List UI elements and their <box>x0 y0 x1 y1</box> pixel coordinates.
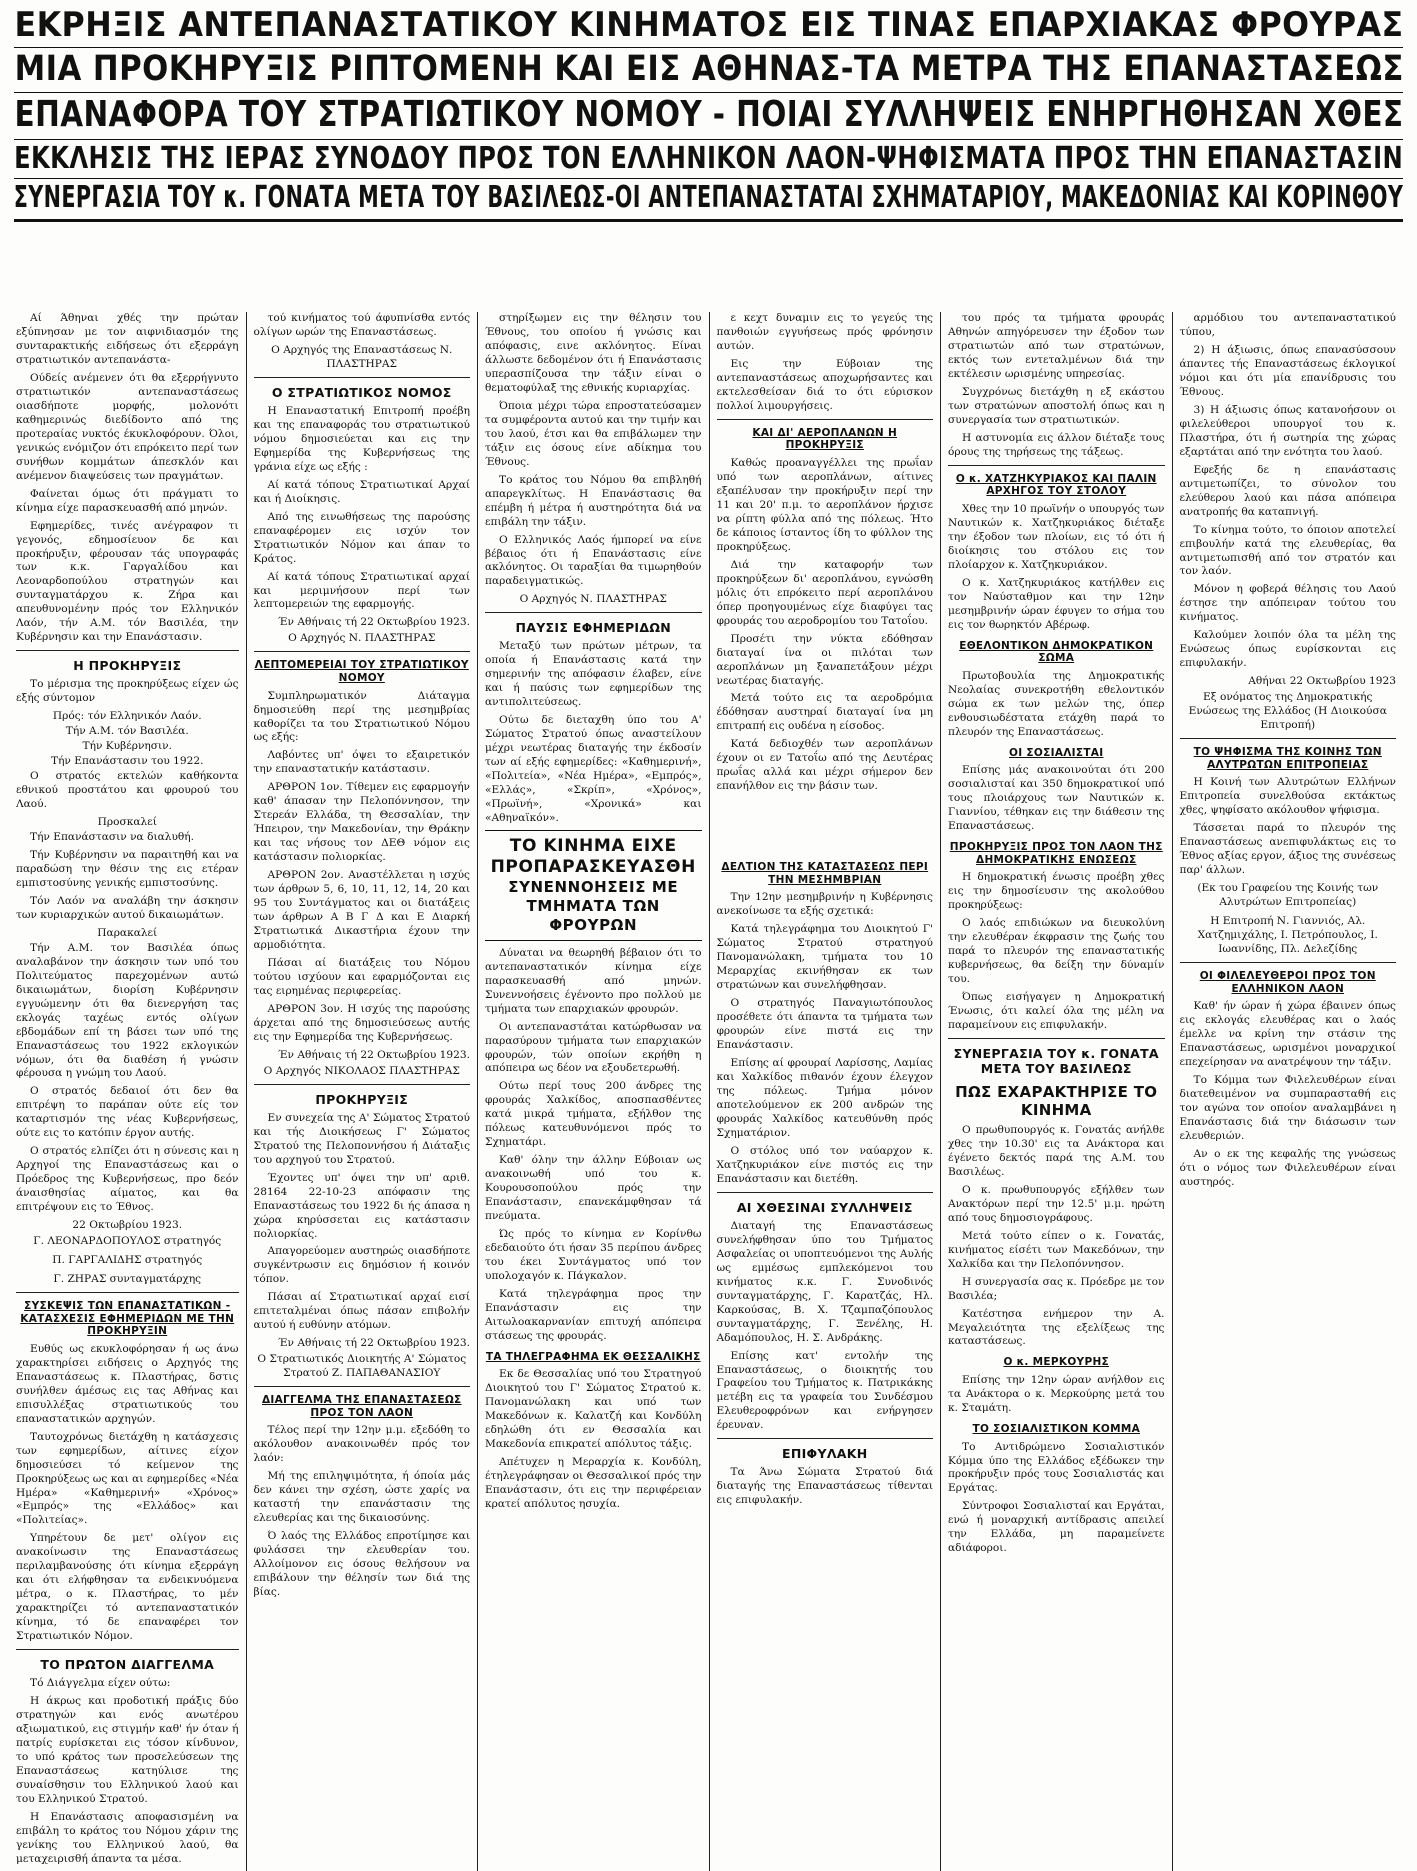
paragraph: Παρακαλεί <box>97 926 158 939</box>
paragraph: Διά την καταφορήν των προκηρύξεων δι' αεροπλάνου, εγνώσθη μόλις ότι επρόκειτο περί αεροπλάνου όπερ προηγουμένως είχε διαφύγει τας φρουράς του αεροδρομίου του Τατοΐου. <box>716 558 933 627</box>
section-heading: ΠΡΟΚΗΡΥΞΙΣ ΠΡΟΣ ΤΟΝ ΛΑΟΝ ΤΗΣ ΔΗΜΟΚΡΑΤΙΚΗΣ ΕΝΩΣΕΩΣ <box>949 841 1163 866</box>
paragraph: Ο κ. Χατζηκυριάκος κατήλθεν εις τον Ναύσταθμον και την 12ην μεσημβρινήν ώραν έφυγεν το σήμα του εις τον θωρηκτόν Αβέρωφ. <box>948 576 1165 631</box>
headline-3: ΕΠΑΝΑΦΟΡΑ ΤΟΥ ΣΤΡΑΤΙΩΤΙΚΟΥ ΝΟΜΟΥ - ΠΟΙΑΙ ΣΥΛΛΗΨΕΙΣ ΕΝΗΡΓΗΘΗΣΑΝ ΧΘΕΣ <box>13 94 1403 136</box>
column-5 <box>940 312 1172 1871</box>
section-heading: Ο κ. ΜΕΡΚΟΥΡΗΣ <box>1003 1356 1110 1369</box>
paragraph: Τα Άνω Σώματα Στρατού διά διαταγής της Επαναστάσεως τίθενται εις επιφυλακήν. <box>716 1466 933 1507</box>
paragraph: Τέλος περί την 12ην μ.μ. εξεδόθη το ακόλουθον ανακοινωθέν πρός τον λαόν: <box>253 1424 470 1465</box>
paragraph: Καθ' όλην την άλλην Εύβοιαν ως ανακοινωθή υπό του κ. Κουρουσοπούλου πρός την Επανάστασιν, επανεκάμφθησαν τά πνεύματα. <box>485 1154 702 1223</box>
paragraph: Δύναται να θεωρηθή βέβαιον ότι το αντεπαναστατικόν κίνημα είχε παρασκευασθή από μηνών. Συνεννοήσεις έγένοντο προ πολλού με τμήματα των επαρχιακών φρουρών. <box>485 946 702 1015</box>
column-3 <box>477 312 709 1871</box>
section-heading: ΛΕΠΤΟΜΕΡΕΙΑΙ ΤΟΥ ΣΤΡΑΤΙΩΤΙΚΟΥ ΝΟΜΟΥ <box>254 659 469 684</box>
paragraph: Καλούμεν λοιπόν όλα τα μέλη της Ενώσεως όπως ευρίσκονται εις επιφυλακήν. <box>1179 629 1396 670</box>
section-heading: ΔΙΑΓΓΕΛΜΑ ΤΗΣ ΕΠΑΝΑΣΤΑΣΕΩΣ ΠΡΟΣ ΤΟΝ ΛΑΟΝ <box>261 1394 462 1419</box>
paragraph: Εφημερίδες, τινές ανέγραφον τι γεγονός, εδημοσίευον δε και προκήρυξιν, φέρουσαν τάς υπογραφάς των κ.κ. Γαργαλίδου και Λεοναρδοπούλου στρατηγών και συνταγματάρχου κ. Ζήρα και απευθυνομένην πρός τον Ελληνικόν Λαόν, τήν Α.Μ. τόν Βασιλέα, την Κυβέρνησιν και την Επανάστασιν. <box>16 519 239 644</box>
paragraph: Κατά τηλεγράφημα του Διοικητού Γ' Σώματος Στρατού στρατηγού Πανομανώλακη, τμήματα του 10 Μεραρχίας εκινήθησαν εκ των στρατώνων και συνελήφθησαν. <box>716 923 933 992</box>
signature: Γ. ΛΕΟΝΑΡΔΟΠΟΥΛΟΣ στρατηγός <box>33 1235 222 1248</box>
paragraph: Η Επανάστασις αποφασισμένη να επιβάλη το κράτος του Νόμου χάριν της γενίκης του Ελληνικού λαού, θα μεταχειρισθή άπαντα τα μέσα. <box>16 1810 239 1865</box>
section-heading: ΣΥΝΕΡΓΑΣΙΑ ΤΟΥ κ. ΓΟΝΑΤΑ ΜΕΤΑ ΤΟΥ ΒΑΣΙΛΕΩΣ <box>953 1045 1159 1076</box>
feature-heading <box>485 830 702 941</box>
column-rule <box>254 1084 471 1085</box>
paragraph: Κατά δεδιοχθέν των αεροπλάνων έχουν οι εν Τατοΐω από της Δευτέρας πρωΐας αλλά και μέχρι σήμερον δεν επανήλθον εις την βάσιν των. <box>716 738 933 793</box>
paragraph: Πρός: τόν Ελληνικόν Λαόν. <box>52 710 202 723</box>
paragraph: τού κινήματος τού άφυπνίσθα εντός ολίγων ωρών της Επαναστάσεως. <box>253 312 470 338</box>
paragraph: Καθώς προαναγγέλλει της πρωΐαν υπό των αεροπλάνων, αίτινες εξαπέλυσαν την προκήρυξιν περί την 11 και 20' π.μ. το αεροπλάνον ήρχισε να ρίπτη φύλλα από της πόλεως. Ήτο δε κάποιος ίσταντος ίδη το φύλλον της προκηρύξεως. <box>716 456 933 553</box>
date-line: Αθήναι 22 Οκτωβρίου 1923 <box>1248 675 1396 688</box>
section-heading: Ο ΣΤΡΑΤΙΩΤΙΚΟΣ ΝΟΜΟΣ <box>271 384 452 400</box>
paragraph: Μετά τούτο είπεν ο κ. Γονατάς, κινήματος είσέτι των Μακεδόνων, την Χαλκίδα και την Πελοπόννησον. <box>948 1229 1165 1270</box>
paragraph: Ο στόλος υπό τον ναύαρχον κ. Χατζηκυριάκον είνε πιστός εις την Επανάστασιν και διετέθη. <box>716 1144 933 1185</box>
paragraph: Ο στρατός εκτελών καθήκοντα εθνικού προστάτου και φρουρού του Λαού. <box>16 770 239 811</box>
column-rule <box>717 419 934 420</box>
paragraph: Εκ δε Θεσσαλίας υπό του Στρατηγού Διοικητού του Γ' Σώματος Στρατού κ. Πανομανώλακη και υπό των Μακεδόνων κ. Καλατζή και Κονδύλη εδηλώθη ότι εν Θεσσαλία και Μακεδονία επικρατεί απόλυτος τάξις. <box>485 1368 702 1451</box>
paragraph: Πάσαι αί διατάξεις του Νόμου τούτου ισχύουν και εφαρμόζονται εις τας ειρημένας περιφερείας. <box>253 957 470 997</box>
paragraph: Τήν Α.Μ. τόν Βασιλέα. <box>65 725 189 738</box>
section-heading: ΟΙ ΣΟΣΙΑΛΙΣΤΑΙ <box>1009 746 1104 759</box>
paragraph: Η άκρως και προδοτική πράξις δύο στρατηγών και ενός ανωτέρου αξιωματικού, εις στιγμήν καθ' ήν όταν ή πατρίς ευρίσκεται εις τόσον κίνδυνον, το υπό κράτος των προσελεύσεων της Επαναστάσεως κατηύλισε της συναίσθησιν του Ελληνικού λαού και του Ελληνικού Στρατού. <box>16 1695 239 1805</box>
column-2 <box>246 312 478 1871</box>
paragraph: Μετά τούτο εις τα αεροδρόμια έδόθησαν αυστηραί διαταγαί ίνα μη επιτραπή εις ουδένα η είσοδος. <box>716 692 933 733</box>
paragraph: Ο πρωθυπουργός κ. Γονατάς ανήλθε χθες την 10.30' εις τα Ανάκτορα και έγένετο δεκτός παρά της Α.Μ. του Βασιλέως. <box>948 1123 1165 1178</box>
column-4 <box>709 312 941 1871</box>
paragraph: Ούτω περί τους 200 άνδρες της φρουράς Χαλκίδος, αποσπασθέντες κατά μικρά τμήματα, εξήλθον της πόλεως κατευθυνόμενοι πρός το Σχηματάρι. <box>485 1080 702 1149</box>
paragraph: Ο κ. πρωθυπουργός εξήλθεν των Ανακτόρων περί την 12.5' μ.μ. ηρώτη από τους δημοσιογράφους. <box>948 1183 1165 1224</box>
paragraph: Εφεξής δε η επανάστασις αντιμετωπίζει, το σύνολον του ελεύθερου λαού και πάσα απόπειρα ανατροπής θα καταπνιγή. <box>1179 463 1396 518</box>
paragraph: Έχοντες υπ' όψει την υπ' αριθ. 28164 22-10-23 απόφασιν της Επαναστάσεως του 1922 δι ής άπασα η χώρα κηρύσσεται εις κατάστασιν πολιορκίας. <box>253 1171 470 1240</box>
paragraph: Απαγορεύομεν αυστηρώς οιασδήποτε συγκέντρωσιν εις δημόσιον ή κοινόν τόπον. <box>253 1245 470 1286</box>
column-6 <box>1172 312 1404 1871</box>
column-rule <box>1180 738 1397 739</box>
signature: (Εκ του Γραφείου της Κοινής των Αλυτρώτων Επιτροπείας) <box>1197 882 1379 909</box>
column-rule <box>948 1038 1165 1039</box>
paragraph: Η δημοκρατική ένωσις προέβη χθες εις την δημοσίευσιν της ακολούθου προκηρύξεως: <box>948 871 1165 912</box>
paragraph: Όποια μέχρι τώρα επροστατεύσαμεν τα συμφέροντα αυτού και την τιμήν και του λαού, έτσι και θα επιβάλωμεν την τάξιν εις όσους είνε αδίκημα του Έθνους. <box>485 399 702 468</box>
paragraph: Εις την Εύβοιαν της αντεπαναστάσεως αποχωρήσαντες και εκτελεσθείσαν διά το ότι εύρισκον πολλοί λιμουργήσεις. <box>716 357 933 412</box>
paragraph: Το Αντιδρώμενο Σοσιαλιστικόν Κόμμα ύπο της Ελλάδος εξέδωκεν την προκήρυξιν πρός τους Σοσιαλιστάς και Εργάτας. <box>948 1440 1165 1495</box>
paragraph: Προσέτι την νύκτα εδόθησαν διαταγαί ίνα οι πιλόται των αεροπλάνων μη ξαναπετάξουν μέχρι νεωτέρας διαταγής. <box>716 632 933 687</box>
section-heading: ΠΡΟΚΗΡΥΞΙΣ <box>315 1091 409 1107</box>
paragraph: Ό λαός της Ελλάδος επροτίμησε και φυλάσσει την ελευθερίαν του. Αλλοίμονον εις όσους θελήσουν να επιβάλουν την θέλησίν των διά της βίας. <box>253 1530 470 1599</box>
column-rule <box>948 465 1165 466</box>
article-columns <box>14 312 1403 1865</box>
section-heading: ΠΑΥΣΙΣ ΕΦΗΜΕΡΙΔΩΝ <box>515 620 672 636</box>
paragraph: Τήν Επανάστασιν να διαλυθή. <box>30 830 194 843</box>
paragraph: Η Επαναστατική Επιτροπή προέβη και της επαναφοράς του στρατιωτικού νόμου δημοσιεύεται και εις την Εφημερίδα της Κυβερνήσεως της γράνια είχε ως εξής : <box>253 404 470 473</box>
paragraph: Επίσης κατ' εντολήν της Επαναστάσεως, ο διοικητής του Γραφείου του Τμήματος κ. Πατρικάκης μετέβη εις τα γραφεία του Συνδέσμου Ελευθεροφρόνων και ενήργησεν έρευναν. <box>716 1349 933 1432</box>
paragraph: Το κράτος του Νόμου θα επιβληθή απαρεγκλίτως. Η Επανάστασις θα επέμβη ή μέτρα ή αυστηρότητα διά να επιβάλη την τάξιν. <box>485 473 702 528</box>
section-heading: ΟΙ ΦΙΛΕΛΕΥΘΕΡΟΙ ΠΡΟΣ ΤΟΝ ΕΛΛΗΝΙΚΟΝ ΛΑΟΝ <box>1199 969 1376 995</box>
signature: Η Επιτροπή Ν. Γιαννιός, Αλ. Χατζημιχάλης, Ι. Πετρόπουλος, Ι. Ιωαννίδης, Πλ. Δελεζίδης <box>1197 915 1378 955</box>
headline-rule <box>14 92 1403 93</box>
paragraph: Ο στρατηγός Παναγιωτόπουλος προσέθετε ότι άπαντα τα τμήματα των φρουρών είνε πιστά εις την Επανάστασιν. <box>716 997 933 1052</box>
column-rule <box>254 377 471 378</box>
date-line: 22 Οκτωβρίου 1923. <box>72 1219 183 1232</box>
paragraph: Αί Άθηναι χθές την πρώταν εξύπνησαν με τον αιφνιδιασμόν της συνταρακτικής ειδήσεως ότι εξερράγη στρατιωτικόν αντεπανάστα- <box>16 312 239 366</box>
paragraph: 2) Η άξιωσις, όπως επανασύσσουν άπαντες τής Επαναστάσεως έκλογικοί νόμοι και ότι μία επανίδρυσις του Έθνους. <box>1179 343 1396 398</box>
paragraph: Επίσης μάς ανακοινούται ότι 200 σοσιαλισταί και 350 δημοκρατικοί υπό τους πλοιάρχους των Ναυτικών κ. Γιαννίου, τέθηκαν εις την διάθεσιν της Επαναστάσεως. <box>948 764 1165 833</box>
section-heading: ΠΩΣ ΕΧΑΡΑΚΤΗΡΙΣΕ ΤΟ ΚΙΝΗΜΑ <box>955 1082 1158 1119</box>
signature: Ο Στρατιωτικός Διοικητής Α' Σώματος Στρατού Ζ. ΠΑΠΑΘΑΝΑΣΙΟΥ <box>257 1353 467 1380</box>
headline-1: ΕΚΡΗΞΙΣ ΑΝΤΕΠΑΝΑΣΤΑΤΙΚΟΥ ΚΙΝΗΜΑΤΟΣ ΕΙΣ ΤΙΝΑΣ ΕΠΑΡΧΙΑΚΑΣ ΦΡΟΥΡΑΣ <box>13 5 1404 45</box>
paragraph: Την 12ην μεσημβρινήν η Κυβέρνησις ανεκοίνωσε τα εξής σχετικά: <box>716 891 933 918</box>
headline-2: ΜΙΑ ΠΡΟΚΗΡΥΞΙΣ ΡΙΠΤΟΜΕΝΗ ΚΑΙ ΕΙΣ ΑΘΗΝΑΣ-ΤΑ ΜΕΤΡΑ ΤΗΣ ΕΠΑΝΑΣΤΑΣΕΩΣ <box>14 49 1404 90</box>
headline-4: ΕΚΚΛΗΣΙΣ ΤΗΣ ΙΕΡΑΣ ΣΥΝΟΔΟΥ ΠΡΟΣ ΤΟΝ ΕΛΛΗΝΙΚΟΝ ΛΑΟΝ-ΨΗΦΙΣΜΑΤΑ ΠΡΟΣ ΤΗΝ ΕΠΑΝΑΣΤΑΣΙΝ <box>14 140 1404 176</box>
column-rule <box>485 612 702 613</box>
paragraph: Απέτυχεν η Μεραρχία κ. Κονδύλη, έτηλεγράφησαν οι Θεσσαλικοί πρός την Επανάστασιν, ότι εις την περιφέρειαν κρατεί απόλυτος ησυχία. <box>485 1456 702 1511</box>
paragraph: Αν ο εκ της κεφαλής της γνώσεως ότι ο νόμος των Φιλελευθέρων είναι αυστηρός. <box>1179 1147 1396 1188</box>
signature: Π. ΓΑΡΓΑΛΙΔΗΣ στρατηγός <box>52 1254 203 1267</box>
paragraph: Προσκαλεί <box>97 816 157 828</box>
paragraph: ΑΡΘΡΟΝ 2ον. Αναστέλλεται η ισχύς των άρθρων 5, 6, 10, 11, 12, 14, 20 και 95 του Συντάγματος και οι διατάξεις των άρθρων Α Β Γ Δ και Ε Διαρκή Στρατιωτικά Δικαστήρια έχουν την αρμοδιότητα. <box>253 869 470 952</box>
signature: Εξ ονόματος της Δημοκρατικής Ενώσεως της Ελλάδος (Η Διοικούσα Επιτροπή) <box>1188 691 1387 732</box>
paragraph: 3) Η άξιωσις όπως κατανοήσουν οι φιλελεύθεροι υπουργοί του κ. Πλαστήρα, ότι ή σωτηρία της χώρας εξαρτάται από την ενότητα του λαού. <box>1179 403 1396 458</box>
column-1 <box>14 312 246 1871</box>
section-heading: ΣΥΣΚΕΨΙΣ ΤΩΝ ΕΠΑΝΑΣΤΑΤΙΚΩΝ - ΚΑΤΑΣΧΕΣΙΣ ΕΦΗΜΕΡΙΔΩΝ ΜΕ ΤΗΝ ΠΡΟΚΗΡΥΞΙΝ <box>20 1300 235 1338</box>
paragraph: Κατά τηλεγράφημα προς την Επανάστασιν εις την Αιτωλοακαρνανίαν επιτυχή απόπειρα στάσεως της φρουράς. <box>485 1288 702 1342</box>
paragraph: Οι αντεπαναστάται κατώρθωσαν να παρασύρουν τμήματα των επαρχιακών φρουρών, τών οποίων εκρήθη η απόπειρα ως δέον να εξουδετερωθή. <box>485 1020 702 1075</box>
paragraph: Ταυτοχρόνως διετάχθη η κατάσχεσις των εφημερίδων, αίτινες είχον δημοσιεύσει τό κείμενον της Προκηρύξεως ως και αι εφημερίδες «Νέα Ημέρα» «Καθημερινή» «Χρόνος» «Εμπρός» της «Ελλάδος» και «Πολιτείας». <box>16 1430 239 1527</box>
paragraph: ε κεχτ δυναμιν εις το γεγεύς της πανθοιών εγγυήσεως πρός φρόνησιν αυτών. <box>716 312 933 352</box>
paragraph: Καθ' ήν ώραν ή χώρα έβαινεν όπως εις εκλογάς ελευθέρας και ο λαός έμελλε να κρίνη την στάσιν της Επαναστάσεως, ωρισμένοι μοναρχικοί επεχείρησαν να ανατρέψουν την τάξιν. <box>1179 1000 1396 1068</box>
date-line: Έν Αθήναις τή 22 Οκτωβρίου 1923. <box>277 1048 470 1061</box>
section-heading: ΚΑΙ ΔΙ' ΑΕΡΟΠΛΑΝΩΝ Η ΠΡΟΚΗΡΥΞΙΣ <box>752 426 898 452</box>
feature-heading-line-2: ΣΥΝΕΝΝΟΗΣΕΙΣ ΜΕ ΤΜΗΜΑΤΑ ΤΩΝ ΦΡΟΥΡΩΝ <box>508 878 679 934</box>
paragraph: Φαίνεται όμως ότι πράγματι το κίνημα είχε παρασκευασθή από μηνών. <box>16 487 239 514</box>
headline-5: ΣΥΝΕΡΓΑΣΙΑ ΤΟΥ κ. ΓΟΝΑΤΑ ΜΕΤΑ ΤΟΥ ΒΑΣΙΛΕΩΣ-ΟΙ ΑΝΤΕΠΑΝΑΣΤΑΤΑΙ ΣΧΗΜΑΤΑΡΙΟΥ, ΜΑΚΕΔΟΝΙΑΣ ΚΑΙ ΚΟΡΙΝΘΟΥ <box>13 180 1404 216</box>
paragraph: Τήν Κυβέρνησιν να παραιτηθή και να παραδώση την θέσιν της εις ετέραν εμπιστοσύνης γενικής εμπιστοσύνης. <box>16 848 239 889</box>
headline-rule <box>14 139 1403 140</box>
paragraph: ΑΡΘΡΟΝ 1ον. Τίθεμεν εις εφαρμογήν καθ' άπασαν την Πελοπόννησον, την Στερεάν Ελλάδα, τη Θεσσαλίαν, την Ήπειρον, την Μακεδονίαν, την Θράκην και τας νήσους τον ΔΕΘ νόμον εις κατάστασιν πολιορκίας. <box>253 781 470 864</box>
paragraph: Μή της επιληψιμότητα, ή όποία μάς δεν κάνει την σχέση, ώστε χαρίς να καταστή την επανάστασιν της ελευθερίας και της δικαιοσύνης. <box>253 1470 470 1525</box>
column-rule <box>1180 962 1397 963</box>
section-heading: ΕΠΙΦΥΛΑΚΗ <box>781 1446 868 1462</box>
paragraph: Λαβόντες υπ' όψει το εξαιρετικόν την επαναστατικήν κατάστασιν. <box>253 749 470 776</box>
column-rule <box>16 650 239 651</box>
paragraph: Όπως εισήγαγεν η Δημοκρατική Ένωσις, ότι καλεί όλα της μέλη να παραμείνουν εις επιφυλακήν. <box>948 991 1165 1031</box>
paragraph: Ο στρατός δεδαιοί ότι δεν θα επιτρέψη το παράπαν ούτε είς τον καταρτισμόν της νέας Κυβερνήσεως, ούτε εις το κατόπιν έργον αυτής. <box>16 1085 239 1140</box>
paragraph: Ευθύς ως εκυκλοφόρησαν ή ως άνω χαρακτηρίσει ειδήσεις ο Αρχηγός της Επαναστάσεως κ. Πλαστήρας, δστις συνήλθεν άμέσως εις τας Αθήνας και επισυλλέξας στρατιωτικούς του επαναστατικών αρχηγών. <box>16 1342 239 1425</box>
section-heading: ΤΟ ΣΟΣΙΑΛΙΣΤΙΚΟΝ ΚΟΜΜΑ <box>972 1422 1140 1435</box>
paragraph: Τήν Επανάστασιν του 1922. <box>51 755 204 768</box>
paragraph: Εν συνεχεία της Α' Σώματος Στρατού και τής Διοικήσεως Γ' Σώματος Στρατού της Πελοποννήσου ή Διάταξις του αρχηγού του Στρατού. <box>253 1111 470 1166</box>
paragraph: Συγχρόνως διετάχθη η εξ εκάστου των στρατώνων αποστολή όπως και η συνεργασία των στρατιωτικών. <box>948 385 1165 426</box>
paragraph: Επίσης αί φρουραί Λαρίσσης, Λαμίας και Χαλκίδος πιθανόν έχουν έλεγχον της πόλεως. Τμήμα μόνον αποτελούμενον εκ 200 ανδρών της φρουράς Χαλκίδος κατευθύνθη πρός Σχηματάριον. <box>716 1057 933 1139</box>
headline-block <box>14 6 1403 222</box>
column-rule <box>254 1386 471 1387</box>
paragraph: Ούτω δε διεταχθη ύπο του Α' Σώματος Στρατού όπως αναστείλουν μέχρι νεωτέρας διαταγής την έκδοσίν των αί εξής εφημερίδες: «Καθημερινή», «Πολιτεία», «Νέα Ημέρα», «Εμπρός», «Ελλάς», «Σκρίπ», «Χρόνος», «Πρωϊνή», «Χρονικά» και «Αθηναϊκόν». <box>485 714 702 824</box>
paragraph: Σύντροφοι Σοσιαλισταί και Εργάται, ενώ ή μοναρχική αντίδρασις απειλεί την Ελλάδα, μη παραμείνετε αδιάφοροι. <box>948 1500 1165 1555</box>
paragraph: Πάσαι αί Στρατιωτικαί αρχαί εισί επιτεταλμέναι όπως πάσαν επιβολήν αυτού ή ευθύνην ατόμων. <box>253 1291 470 1332</box>
paragraph: αρμόδιου του αντεπαναστατικού τύπου, <box>1179 312 1396 338</box>
paragraph: Ώς πρός το κίνημα εν Κορίνθω εδεδαιούτο ότι ήσαν 35 περίπου άνδρες του έκει Συντάγματος υπό τον υπολοχαγόν κ. Πάγκαλον. <box>485 1228 702 1283</box>
column-rule <box>717 1192 934 1193</box>
paragraph: Αί κατά τόπους Στρατιωτικαί Αρχαί και ή Διοίκησις. <box>253 478 470 505</box>
feature-heading-line-1: ΤΟ ΚΙΝΗΜΑ ΕΙΧΕ ΠΡΟΠΑΡΑΣΚΕΥΑΣΘΗ <box>490 835 696 878</box>
section-heading: ΔΕΛΤΙΟΝ ΤΗΣ ΚΑΤΑΣΤΑΣΕΩΣ ΠΕΡΙ ΤΗΝ ΜΕΣΗΜΒΡΙΑΝ <box>721 861 929 886</box>
signature: Γ. ΖΗΡΑΣ συνταγματάρχης <box>53 1273 202 1286</box>
headline-rule <box>14 219 1403 222</box>
paragraph: Από της εινωθήσεως της παρούσης επαναφέρομεν εις ισχύν τον Στρατιωτικόν Νόμον και άπαν το Κράτος. <box>253 510 470 565</box>
section-heading: ΤΟ ΨΗΦΙΣΜΑ ΤΗΣ ΚΟΙΝΗΣ ΤΩΝ ΑΛΥΤΡΩΤΩΝ ΕΠΙΤΡΟΠΕΙΑΣ <box>1193 746 1382 771</box>
paragraph: Πρωτοβουλία της Δημοκρατικής Νεολαίας συνεκροτήθη εθελοντικόν σώμα εκ των μελών της, όπερ ενθουσιωδέστατα ετάχθη παρά το πλευρόν της Επαναστάσεως. <box>948 669 1165 738</box>
paragraph: Μεταξύ των πρώτων μέτρων, τα οποία ή Επανάστασις κατά την σημερινήν της απόφασιν έλαβεν, είνε και ή παύσις των εφημερίδων της αντιπολιτεύσεως. <box>485 640 702 709</box>
paragraph: Ο λαός επιδιώκων να διευκολύνη την ελευθέραν έκφρασιν της ζωής του παρά το πλευρόν της επαναστατικής κυβερνήσεως, θα δείξη την δύναμίν του. <box>948 917 1165 986</box>
column-rule <box>717 1438 934 1439</box>
section-heading: ΤΑ ΤΗΛΕΓΡΑΦΗΜΑ ΕΚ ΘΕΣΣΑΛΙΚΗΣ <box>485 1350 701 1363</box>
signature: Ο Αρχηγός της Επαναστάσεως Ν. ΠΛΑΣΤΗΡΑΣ <box>271 343 453 370</box>
paragraph: ΑΡΘΡΟΝ 3ον. Η ισχύς της παρούσης άρχεται από της δημοσιεύσεως αυτής εις την Εφημερίδα της Κυβερνήσεως. <box>253 1002 470 1043</box>
date-line: Έν Αθήναις τή 22 Οκτωβρίου 1923. <box>277 1337 470 1350</box>
section-heading: Ο κ. ΧΑΤΖΗΚΥΡΙΑΚΟΣ ΚΑΙ ΠΑΛΙΝ ΑΡΧΗΓΟΣ ΤΟΥ ΣΤΟΛΟΥ <box>955 472 1157 498</box>
signature: Ο Αρχηγός Ν. ΠΛΑΣΤΗΡΑΣ <box>519 593 667 606</box>
paragraph: Τήν Κυβέρνησιν. <box>82 740 172 753</box>
paragraph: Ο Ελληνικός Λαός ήμπορεί να είνε βέβαιος ότι ή Επανάστασις είνε ακλόνητος. Οι ταραξίαι θα τιμωρηθούν παραδειγματικώς. <box>485 533 702 588</box>
paragraph: Ούδείς ανέμενεν ότι θα εξερρήγνυτο στρατιωτικόν αντεπαναστάσεως οιασδήποτε μορφής, μολονότι καθημερινώς διεδίδοντο από της προτεραίας νυκτός έκυκλοφόρουν. Όλοι, γενικώς ενόμιζον ότι επρόκειτο περί των συνήθων κομμάτων άπεσκλόν και ανέμενον διαψεύσεις των πραγμάτων. <box>16 371 239 482</box>
paragraph: Το Κόμμα των Φιλελευθέρων είναι διατεθειμένον να συμπαρασταθή εις τον αγώνα τον οποίον αναλαμβάνει η Επανάστασις διά την διάσωσιν των ελευθεριών. <box>1179 1073 1396 1142</box>
paragraph: Τόν Λαόν να αναλάβη την άσκησιν των κυριαρχικών αυτού δικαιωμάτων. <box>16 894 239 921</box>
paragraph: Κατέστησα ενήμερον την Α. Μεγαλειότητα της εξελίξεως της καταστάσεως. <box>948 1307 1165 1348</box>
paragraph: Μόνον η φοβερά θέλησις του Λαού έστησε την απόπειραν τούτου του κινήματος. <box>1179 583 1396 624</box>
paragraph: του πρός τα τμήματα φρουράς Αθηνών απηγόρευσεν την έξοδον των στρατιωτών από των στρατώνων, εκτός των εντεταλμένων διά την εκτέλεσιν ωρισμένης υπηρεσίας. <box>948 312 1165 380</box>
signature: Ο Αρχηγός Ν. ΠΛΑΣΤΗΡΑΣ <box>288 632 436 645</box>
paragraph: Ο στρατός ελπίζει ότι η σύνεσις και η Αρχηγοί της Επαναστάσεως και ο Πρόεδρος της Κυβερνήσεως, προ δεόν άναισθησίας αίματος, και θα επιτρέψουν εις το Έθνος. <box>16 1145 239 1214</box>
feature-heading-spacer <box>717 798 934 854</box>
column-rule <box>16 1649 239 1650</box>
paragraph: Το μέρισμα της προκηρύξεως είχεν ώς εξής σύντομον <box>16 678 239 705</box>
paragraph: Τήν Α.Μ. τον Βασιλέα όπως αναλαβάνον την άσκησιν των υπό του Πολιτεύματος παρεχομένων αυτώ δικαιωμάτων, διορίση Κυβέρνησιν εγγυώμενην ότι θα διενεργήση τας εκλογάς ταχέως εντός ολίγων εβδομάδων επί τη βάσει των υπό της Επαναστάσεως του 1922 εκλογικών νόμων, ότι θα διαθέση ή γνώσιν φέρουσα η γνώμη του Λαού. <box>16 941 239 1080</box>
paragraph: Τάσσεται παρά το πλευρόν της Επαναστάσεως ανεπιφυλάκτως εις το Έθνος αξίας εργον, άξιος της συνέσεως παρ' άλλων. <box>1179 822 1396 877</box>
headline-rule <box>14 178 1403 179</box>
paragraph: Διαταγή της Επαναστάσεως συνελήφθησαν ύπο του Τμήματος Ασφαλείας οι υποπτευόμενοι της Αυλής ως εμμέσως εμπλεκόμενοι του κινήματος κ.κ. Γ. Συνοδινός συνταγματάρχης, Γ. Καρατζάς, Ηλ. Καρκούσας, Β. Χ. Τζαμπαζόπουλος συνταγματάρχης, Γ. Ξενέλης, Η. Αδαμόπουλος, Η. Σ. Ανδράκης. <box>716 1219 933 1344</box>
paragraph: Χθες την 10 πρωϊνήν ο υπουργός των Ναυτικών κ. Χατζηκυριάκος διέταξε την έξοδον των πλοίων, εις τό ότι ή διοίκησις του στόλου εις τον πλοίαρχον κ. Χατζηκυριάκον. <box>948 502 1165 571</box>
paragraph: Το κίνημα τούτο, το όποιον αποτελεί επιβουλήν κατά της ελευθερίας, θα αντιμετωπισθή από τον στρατόν και τον λαόν. <box>1179 523 1396 578</box>
paragraph: Η Κοινή των Αλυτρώτων Ελλήνων Επιτροπεία συνελθούσα εκτάκτως χθες, ψηφίσατο ακόλουθον ψήφισμα. <box>1179 776 1396 817</box>
paragraph: Η αστυνομία εις άλλον διέταξε τους όρους της τηρήσεως της τάξεως. <box>948 431 1165 458</box>
paragraph: Υπηρέτουν δε μετ' ολίγον εις ανακοίνωσιν της Επαναστάσεως περιλαμβανούσης ότι κίνημα εξερράγη και ότι ελήφθησαν τα ενδεικνυόμενα μέτρα, ο κ. Πλαστήρας, το μέν χαρακτηρίζει τό αντεπαναστατικόν κίνημα, τό δε επαναφέρει τον Στρατιωτικόν Νόμον. <box>16 1532 239 1643</box>
signature: Ο Αρχηγός ΝΙΚΟΛΑΟΣ ΠΛΑΣΤΗΡΑΣ <box>263 1064 460 1077</box>
column-rule <box>254 651 471 652</box>
section-heading: ΤΟ ΠΡΩΤΟΝ ΔΙΑΓΓΕΛΜΑ <box>40 1657 215 1673</box>
paragraph: Η συνεργασία σας κ. Πρόεδρε με τον Βασιλέα; <box>948 1275 1165 1302</box>
paragraph: στηρίξωμεν εις την θέλησιν του Έθνους, του οποίου ή γνώσις και απόφασις, εινε ακλόνητος. Είναι άλλωστε δεδομένον ότι ή Επανάστασις υπερασπίζουσα την τάξιν είναι ο θεματοφύλαξ της εθνικής κυριαρχίας. <box>485 312 702 394</box>
column-rule <box>16 1292 239 1293</box>
section-heading: ΑΙ ΧΘΕΣΙΝΑΙ ΣΥΛΛΗΨΕΙΣ <box>736 1199 913 1215</box>
date-line: Έν Αθήναις τή 22 Οκτωβρίου 1923. <box>277 616 470 629</box>
headline-rule <box>14 47 1403 48</box>
section-heading: Η ΠΡΟΚΗΡΥΞΙΣ <box>73 658 182 674</box>
paragraph: Επίσης την 12ην ώραν ανήλθον εις τα Ανάκτορα ο κ. Μερκούρης μετά του κ. Σταμάτη. <box>948 1374 1165 1414</box>
paragraph: Τό Διάγγελμα είχεν ούτω: <box>30 1677 171 1690</box>
paragraph: Αί κατά τόπους Στρατιωτικαί αρχαί και μεριμνήσουν περί των λεπτομερειών της εφαρμογής. <box>253 570 470 611</box>
paragraph: Συμπληρωματικόν Διάταγμα δημοσιεύθη περί της μεσημβρίας καθορίζει τα του Στρατιωτικού Νόμου ως εξής: <box>253 689 470 744</box>
section-heading: ΕΘΕΛΟΝΤΙΚΟΝ ΔΗΜΟΚΡΑΤΙΚΟΝ ΣΩΜΑ <box>959 639 1154 665</box>
